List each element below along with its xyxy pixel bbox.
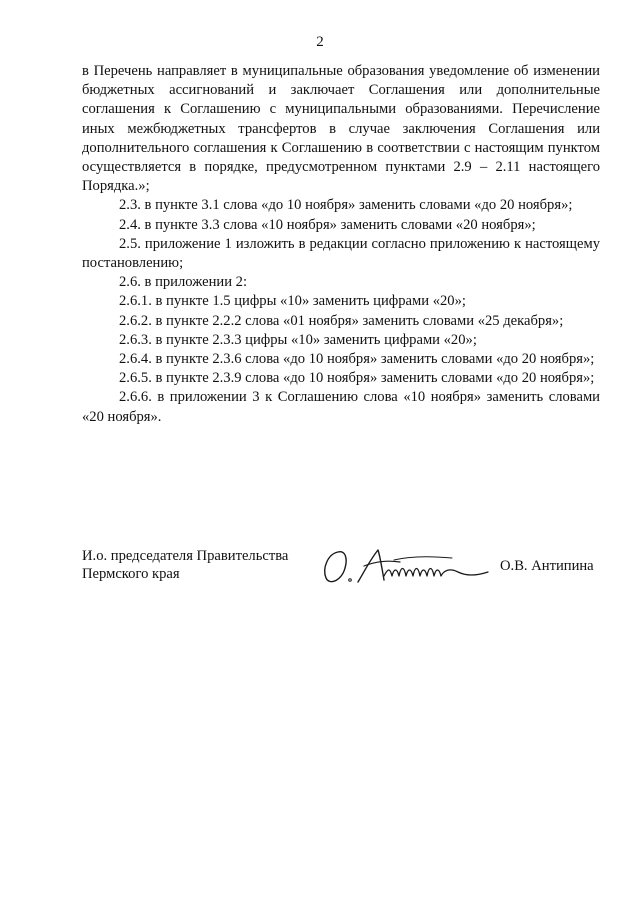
signature-block	[82, 548, 600, 588]
paragraph: 2.6.4. в пункте 2.3.6 слова «до 10 ноября» заменить словами «до 20 ноября»;	[119, 351, 595, 368]
page-number: 2	[316, 34, 324, 50]
paragraph: 2.6.6. в приложении 3 к Соглашению слова «10 ноября» заменить словами «20 ноября».	[82, 389, 600, 425]
signer-position-line: Пермского края	[82, 565, 180, 582]
paragraph: 2.4. в пункте 3.3 слова «10 ноября» заменить словами «20 ноября»;	[119, 216, 536, 233]
paragraph: 2.6.5. в пункте 2.3.9 слова «до 10 ноября» заменить словами «до 20 ноября»;	[119, 370, 595, 387]
signature-stroke	[349, 579, 352, 582]
signer-position-line: И.о. председателя Правительства	[82, 548, 289, 564]
signature-stroke	[394, 557, 452, 560]
paragraph: 2.3. в пункте 3.1 слова «до 10 ноября» заменить словами «до 20 ноября»;	[119, 197, 573, 214]
document-body	[82, 62, 600, 427]
signer-name: О.В. Антипина	[500, 558, 594, 574]
paragraph: 2.6.3. в пункте 2.3.3 цифры «10» заменить цифрами «20»;	[119, 331, 477, 348]
signature-stroke	[384, 569, 488, 577]
handwritten-signature-image	[320, 542, 500, 586]
paragraph: 2.6.1. в пункте 1.5 цифры «10» заменить цифрами «20»;	[119, 293, 466, 310]
paragraph: в Перечень направляет в муниципальные образования уведомление об изменении бюджетных ассигнований и заключает Соглашения или дополнительные соглашения к Соглашению с муниципальными образованиями. Перечисление иных межбюджетных трансфертов в случае заключения Соглашения или дополнительного соглашения к Соглашению в соответствии с настоящим пунктом осуществляется в порядке, предусмотренном пунктами 2.9 – 2.11 настоящего Порядка.»;	[82, 63, 600, 195]
paragraph: 2.5. приложение 1 изложить в редакции согласно приложению к настоящему постановлению;	[82, 235, 600, 272]
signature-stroke	[325, 552, 346, 582]
signer-position	[82, 548, 322, 583]
signature-stroke	[358, 550, 384, 582]
paragraph: 2.6.2. в пункте 2.2.2 слова «01 ноября» заменить словами «25 декабря»;	[119, 312, 564, 329]
paragraph: 2.6. в приложении 2:	[119, 274, 248, 291]
